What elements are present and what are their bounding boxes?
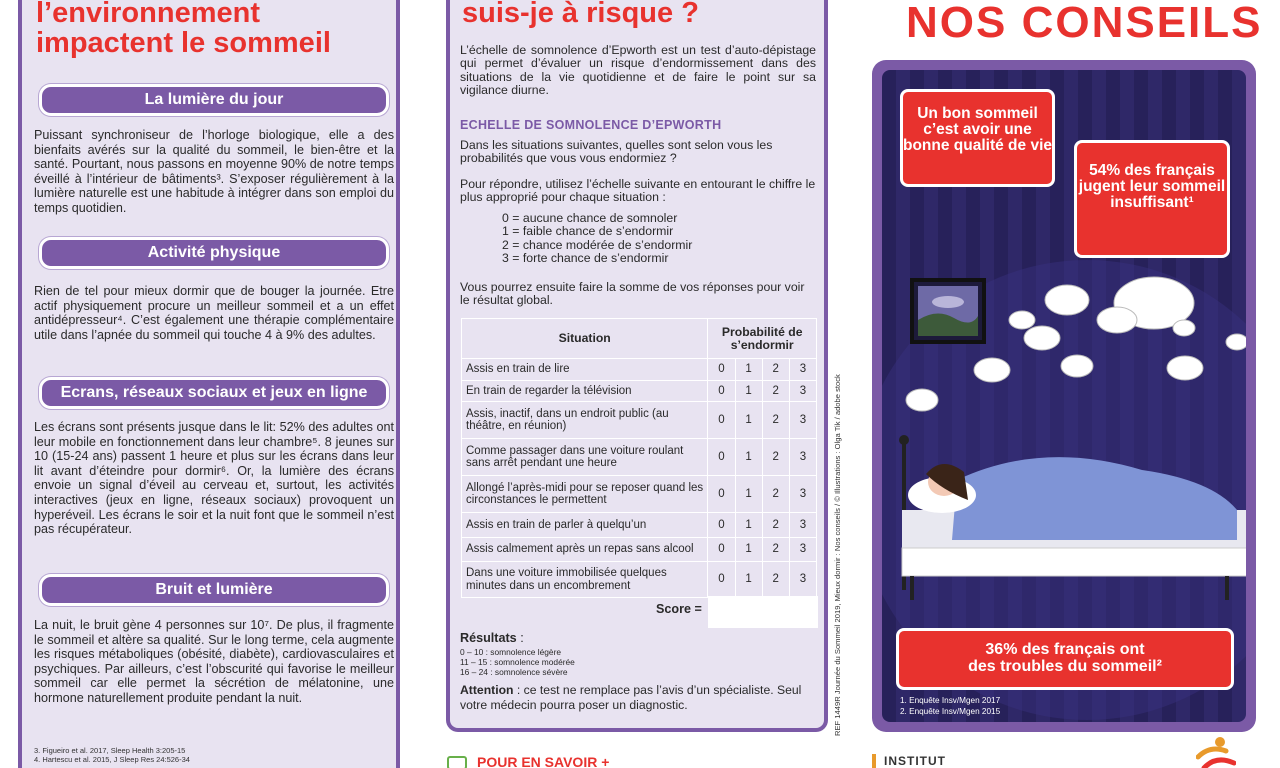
- score-option[interactable]: 1: [735, 476, 762, 513]
- reference-4: 4. Hartescu et al. 2015, J Sleep Res 24:526-34: [34, 755, 190, 764]
- section-text-activity: Rien de tel pour mieux dormir que de bouger la journée. Etre actif physiquement procure un meilleur sommeil et a un effet antidépresseur⁴. C’est également une thérapie complémentaire utile dans l’apnée du sommeil qui touche 4 à 9% des adultes.: [34, 284, 394, 342]
- situation-cell: Dans une voiture immobilisée quelques minutes dans un encombrement: [462, 562, 708, 598]
- attention-note: [460, 683, 820, 712]
- attention-label: Attention: [460, 683, 514, 697]
- score-option[interactable]: 1: [735, 359, 762, 381]
- score-option[interactable]: 1: [735, 402, 762, 439]
- wall-painting-icon: [912, 280, 984, 342]
- score-option[interactable]: 1: [735, 439, 762, 476]
- section-heading-noise: Bruit et lumière: [39, 574, 389, 606]
- score-option[interactable]: 1: [735, 538, 762, 562]
- disorders-line-1: 36% des français ont: [985, 641, 1145, 658]
- situation-cell: En train de regarder la télévision: [462, 381, 708, 402]
- environment-panel: [18, 0, 400, 768]
- title-line-2: impactent le sommeil: [36, 27, 331, 59]
- advice-title: NOS CONSEILS: [906, 0, 1263, 47]
- header-situation: Situation: [462, 319, 708, 359]
- situation-cell: Assis calmement après un repas sans alcool: [462, 538, 708, 562]
- score-option[interactable]: 1: [735, 562, 762, 598]
- score-option[interactable]: 0: [708, 381, 735, 402]
- panel-title: suis-je à risque ?: [462, 0, 699, 29]
- pour-en-savoir-label: POUR EN SAVOIR +: [477, 754, 610, 768]
- table-row: [462, 402, 817, 439]
- section-text-screens: Les écrans sont présents jusque dans le lit: 52% des adultes ont leur mobile en fonctionnement dans leur chambre⁵. 8 jeunes sur 10 (15-24 ans) passent 1 heure et plus sur les écrans dans leur lit avant d’éteindre pour dormir⁶. Or, la lumière des écrans envoie un signal d’éveil au cerveau et, surtout, les activités interactives (jeux en ligne, réseaux sociaux) provoquent un hyperéveil. Les écrans le soir et la nuit font que le sommeil n’est pas récupérateur.: [34, 420, 394, 537]
- table-row: [462, 538, 817, 562]
- situation-cell: Assis, inactif, dans un endroit public (au théâtre, en réunion): [462, 402, 708, 439]
- institut-label: INSTITUT: [872, 754, 946, 768]
- scale-item: 2 = chance modérée de s’endormir: [502, 237, 693, 252]
- scale-item: 1 = faible chance de s’endormir: [502, 224, 674, 239]
- score-option[interactable]: 1: [735, 513, 762, 538]
- score-option[interactable]: 3: [789, 402, 816, 439]
- header-probability-line-2: s’endormir: [730, 337, 794, 352]
- table-row: [462, 359, 817, 381]
- score-option[interactable]: 0: [708, 439, 735, 476]
- score-option[interactable]: 2: [762, 513, 789, 538]
- score-option[interactable]: 3: [789, 381, 816, 402]
- score-option[interactable]: 1: [735, 381, 762, 402]
- reference-3: 3. Figueiro et al. 2017, Sleep Health 3:205-15: [34, 746, 186, 755]
- instructions-text: Pour répondre, utilisez l’échelle suivante en entourant le chiffre le plus approprié pour chaque situation :: [460, 177, 816, 205]
- intro-text: L’échelle de somnolence d’Epworth est un test d’auto-dépistage qui permet d’évaluer un risque d’endormissement dans des situations de la vie quotidienne et de faire le point sur sa vigilance diurne.: [460, 43, 816, 98]
- section-heading-screens: Ecrans, réseaux sociaux et jeux en ligne: [39, 377, 389, 409]
- score-option[interactable]: 0: [708, 538, 735, 562]
- good-sleep-callout: Un bon sommeil c’est avoir une bonne qualité de vie: [900, 89, 1055, 187]
- score-label: Score =: [656, 602, 702, 616]
- scale-item: 0 = aucune chance de somnoler: [502, 211, 678, 225]
- statistic-callout: 54% des français jugent leur sommeil insuffisant¹: [1074, 140, 1230, 258]
- score-option[interactable]: 2: [762, 562, 789, 598]
- situation-cell: Comme passager dans une voiture roulant sans arrêt pendant une heure: [462, 439, 708, 476]
- score-option[interactable]: 0: [708, 476, 735, 513]
- score-option[interactable]: 0: [708, 562, 735, 598]
- score-option[interactable]: 2: [762, 476, 789, 513]
- situation-cell: Assis en train de lire: [462, 359, 708, 381]
- institute-logo-icon: [1196, 735, 1236, 768]
- score-option[interactable]: 0: [708, 402, 735, 439]
- header-probability-line-1: Probabilité de: [721, 325, 803, 339]
- score-option[interactable]: 2: [762, 359, 789, 381]
- score-option[interactable]: 3: [789, 562, 816, 598]
- score-field[interactable]: [708, 596, 818, 628]
- footnote: 1. Enquête Insv/Mgen 2017: [900, 696, 1001, 705]
- score-option[interactable]: 2: [762, 381, 789, 402]
- score-option[interactable]: 3: [789, 538, 816, 562]
- results-colon: :: [516, 631, 524, 645]
- header-probability: [708, 319, 817, 359]
- situation-cell: Allongé l’après-midi pour se reposer quand les circonstances le permettent: [462, 476, 708, 513]
- epworth-table: [461, 318, 817, 598]
- results-title-text: Résultats: [460, 631, 517, 645]
- score-option[interactable]: 2: [762, 538, 789, 562]
- panel-title: [36, 0, 396, 58]
- table-row: [462, 381, 817, 402]
- result-line: 11 – 15 : somnolence modérée: [460, 657, 575, 667]
- night-scene: [882, 70, 1246, 722]
- checkbox-icon: [447, 756, 467, 768]
- epworth-panel: [446, 0, 828, 732]
- question-text: Dans les situations suivantes, quelles sont selon vous les probabilités que vous vous endormiez ?: [460, 138, 773, 166]
- situation-cell: Assis en train de parler à quelqu’un: [462, 513, 708, 538]
- results-title: [460, 631, 524, 645]
- attention-text: : ce test ne remplace pas l’avis d’un spécialiste. Seul votre médecin pourra poser un diagnostic.: [460, 683, 802, 712]
- sum-text: Vous pourrez ensuite faire la somme de vos réponses pour voir le résultat global.: [460, 280, 805, 308]
- score-option[interactable]: 0: [708, 513, 735, 538]
- table-row: [462, 476, 817, 513]
- result-line: 16 – 24 : somnolence sévère: [460, 667, 568, 677]
- credit-text: REF 1449R Journée du Sommeil 2019, Mieux dormir : Nos conseils / © Illustrations : Olga Tik / adobe stock: [833, 374, 842, 736]
- score-option[interactable]: 3: [789, 439, 816, 476]
- score-option[interactable]: 0: [708, 359, 735, 381]
- table-row: [462, 562, 817, 598]
- footnote: 2. Enquête Insv/Mgen 2015: [900, 707, 1001, 716]
- scale-item: 3 = forte chance de s’endormir: [502, 251, 669, 266]
- references: [34, 746, 394, 764]
- score-option[interactable]: 3: [789, 513, 816, 538]
- scale-legend: [502, 212, 692, 266]
- pour-en-savoir-link[interactable]: [447, 754, 609, 768]
- result-line: 0 – 10 : somnolence légère: [460, 647, 562, 657]
- section-heading-daylight: La lumière du jour: [39, 84, 389, 116]
- score-option[interactable]: 3: [789, 476, 816, 513]
- table-row: [462, 439, 817, 476]
- section-text-noise: La nuit, le bruit gène 4 personnes sur 10⁷. De plus, il fragmente le sommeil et altère sa qualité. Sur le long terme, cela augmente les risques métaboliques (obésité, diabète), cardiovasculaires et psychiques. Par ailleurs, c’est l’obscurité qui favorise le meilleur sommeil car elle permet la sécrétion de mélatonine, une hormone naturellement produite pendant la nuit.: [34, 618, 394, 705]
- disorders-line-2: des troubles du sommeil²: [968, 658, 1162, 675]
- score-option[interactable]: 2: [762, 402, 789, 439]
- score-option[interactable]: 3: [789, 359, 816, 381]
- illustration-poster: [872, 60, 1256, 732]
- table-row: [462, 513, 817, 538]
- title-line-1: l’environnement: [36, 0, 260, 29]
- score-option[interactable]: 2: [762, 439, 789, 476]
- scale-heading: ECHELLE DE SOMNOLENCE D’EPWORTH: [460, 118, 722, 132]
- section-text-daylight: Puissant synchroniseur de l’horloge biologique, elle a des bienfaits avérés sur la qualité du sommeil, le bien-être et la santé. Pourtant, nous passons en moyenne 90% de notre temps éveillé à l’intérieur de bâtiments³. S’exposer régulièrement à la lumière naturelle est une habitude à intégrer dans son emploi du temps quotidien.: [34, 128, 394, 215]
- disorders-callout: [896, 628, 1234, 690]
- section-heading-activity: Activité physique: [39, 237, 389, 269]
